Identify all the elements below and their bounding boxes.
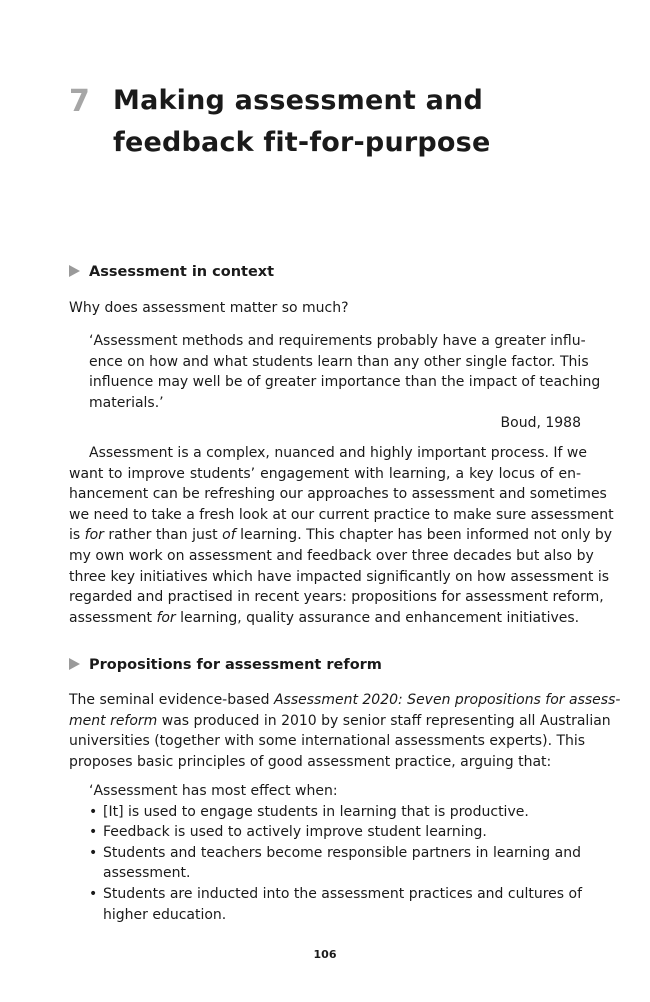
bullet-continuation: assessment. — [103, 865, 191, 882]
quote-line: ence on how and what students learn than any other single factor. This — [89, 353, 589, 370]
emphasis-for: for — [84, 527, 104, 544]
emphasis-of: of — [222, 527, 236, 544]
triangle-arrow-icon — [69, 265, 80, 277]
para-line: my own work on assessment and feedback over three decades but also by — [69, 547, 594, 564]
quote-attribution: Boud, 1988 — [500, 415, 581, 432]
chapter-number: 7 — [69, 84, 90, 119]
bullet-continuation: higher education. — [103, 906, 227, 923]
quote-line: influence may well be of greater importance than the impact of teaching — [89, 374, 601, 391]
bullet-item: • Students and teachers become responsible partners in learning and — [89, 843, 581, 864]
para-line — [69, 608, 581, 629]
section-heading-assessment-in-context — [69, 262, 274, 282]
para-line: regarded and practised in recent years: propositions for assessment reform, — [69, 589, 604, 606]
block-quote — [89, 331, 601, 434]
para-line: proposes basic principles of good assessment practice, arguing that: — [69, 753, 552, 770]
body-paragraph — [69, 443, 614, 628]
para-line: Assessment is a complex, nuanced and highly important process. If we — [89, 445, 587, 461]
bullet-item: • [It] is used to engage students in learning that is productive. — [89, 802, 581, 823]
quote-line: ‘Assessment methods and requirements probably have a greater influ- — [89, 333, 586, 349]
bullet-item: • Students are inducted into the assessment practices and cultures of — [89, 884, 581, 905]
para-fragment: rather than just — [108, 527, 223, 544]
quote-line: materials.’ — [89, 394, 164, 411]
question-line: Why does assessment matter so much? — [69, 300, 349, 316]
page-number: 106 — [313, 948, 337, 961]
emphasis-for: for — [156, 609, 176, 626]
para-fragment: learning. This chapter has been informed not only by — [240, 527, 613, 544]
body-paragraph — [69, 690, 621, 772]
para-line — [69, 690, 621, 711]
section-heading-text: Propositions for assessment reform — [89, 657, 382, 673]
para-line: hancement can be refreshing our approaches to assessment and sometimes — [69, 486, 607, 503]
quote-intro: ‘Assessment has most effect when: — [89, 783, 338, 799]
bullet-item: • Feedback is used to actively improve student learning. — [89, 822, 581, 843]
section-heading-text: Assessment in context — [89, 264, 275, 280]
para-fragment: was produced in 2010 by senior staff representing all Australian — [157, 712, 611, 729]
chapter-title — [113, 80, 490, 164]
para-fragment: is — [69, 527, 85, 544]
para-fragment: assessment — [69, 609, 157, 626]
para-line — [69, 525, 613, 546]
para-line: universities (together with some international assessments experts). This — [69, 733, 586, 750]
para-fragment: learning, quality assurance and enhancement initiatives. — [180, 609, 580, 626]
section-heading-propositions — [69, 655, 382, 675]
para-fragment: The seminal evidence-based — [69, 692, 274, 708]
chapter-title-line-1: Making assessment and — [113, 85, 484, 116]
publication-title: Assessment 2020: Seven propositions for assess- — [273, 692, 621, 708]
triangle-arrow-icon — [69, 658, 80, 670]
publication-title: ment reform — [69, 712, 158, 729]
para-line: three key initiatives which have impacted significantly on how assessment is — [69, 568, 609, 585]
para-line: we need to take a fresh look at our current practice to make sure assessment — [69, 506, 614, 523]
para-line: want to improve students’ engagement with learning, a key locus of en- — [69, 465, 581, 482]
chapter-title-line-2: feedback fit-for-purpose — [113, 127, 491, 158]
para-line — [69, 711, 611, 732]
block-quote — [89, 781, 581, 925]
